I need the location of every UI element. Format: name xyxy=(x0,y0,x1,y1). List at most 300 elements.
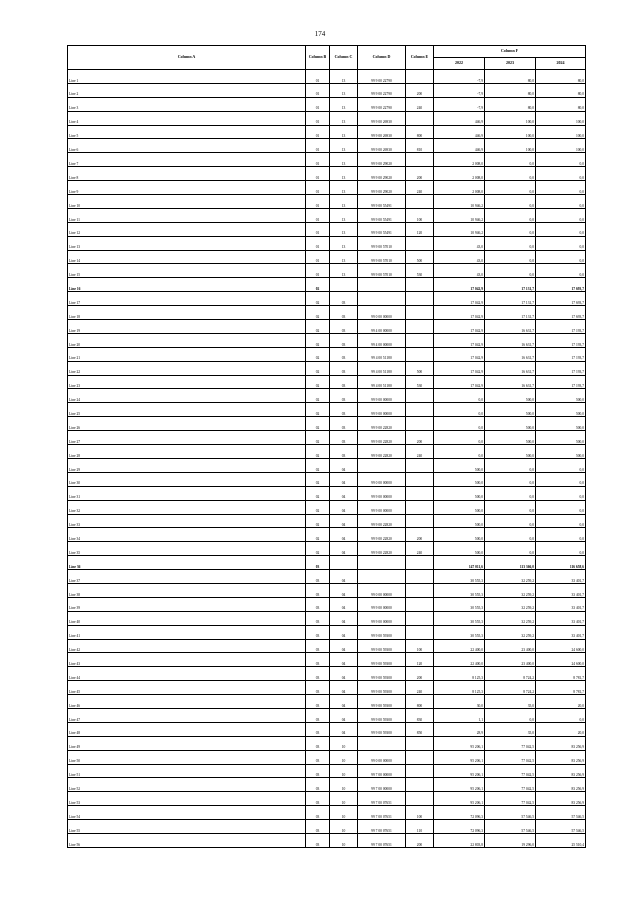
cell-sum-2024: 0,0 xyxy=(536,153,586,167)
cell-sum-2024: 83 256,9 xyxy=(536,764,586,778)
cell-section: 02 xyxy=(306,278,330,292)
cell-sum-2024: 100,0 xyxy=(536,111,586,125)
cell-sum-2024: 0,0 xyxy=(536,208,586,222)
header-year-2023: 2023 xyxy=(485,58,536,70)
cell-sum-2024: 80,0 xyxy=(536,83,586,97)
cell-section: 01 xyxy=(306,125,330,139)
cell-target: 99 9 00 57010 xyxy=(358,250,406,264)
cell-sum-2023: 8 724,2 xyxy=(485,667,536,681)
cell-sum-2024: 100,0 xyxy=(536,125,586,139)
cell-sum-2022: 95 206,1 xyxy=(434,764,485,778)
cell-sum-2022: 72 096,3 xyxy=(434,806,485,820)
cell-sum-2022: 17 042,9 xyxy=(434,333,485,347)
cell-sum-2024: 0,0 xyxy=(536,458,586,472)
cell-target: 99 9 00 26930 xyxy=(358,111,406,125)
cell-sum-2024: 20,0 xyxy=(536,722,586,736)
cell-target: 99 7 00 07651 xyxy=(358,833,406,847)
cell-name: Line 43 xyxy=(68,653,306,667)
cell-target: 99 9 00 00000 xyxy=(358,611,406,625)
cell-subsection: 03 xyxy=(330,389,358,403)
table-row xyxy=(68,250,586,264)
cell-sum-2024: 17 693,7 xyxy=(536,292,586,306)
cell-section: 03 xyxy=(306,778,330,792)
table-row xyxy=(68,167,586,181)
cell-subsection: 13 xyxy=(330,97,358,111)
cell-sum-2024: 57 546,5 xyxy=(536,806,586,820)
table-row xyxy=(68,500,586,514)
cell-subsection: 13 xyxy=(330,264,358,278)
cell-sum-2022: 43,0 xyxy=(434,250,485,264)
cell-sum-2024: 116 658,6 xyxy=(536,556,586,570)
cell-target: 99 9 00 22820 xyxy=(358,417,406,431)
table-row xyxy=(68,264,586,278)
table-row xyxy=(68,556,586,570)
cell-section: 03 xyxy=(306,653,330,667)
cell-expense-type: 200 xyxy=(406,431,434,445)
cell-subsection: 10 xyxy=(330,764,358,778)
cell-subsection: 04 xyxy=(330,500,358,514)
cell-sum-2022: 30 555,3 xyxy=(434,597,485,611)
cell-sum-2023: 16 631,7 xyxy=(485,320,536,334)
cell-sum-2023: 0,0 xyxy=(485,236,536,250)
cell-expense-type: 110 xyxy=(406,820,434,834)
cell-name: Line 25 xyxy=(68,403,306,417)
cell-subsection: 13 xyxy=(330,125,358,139)
cell-subsection: 04 xyxy=(330,514,358,528)
cell-subsection: 04 xyxy=(330,653,358,667)
cell-sum-2024: 0,0 xyxy=(536,528,586,542)
cell-subsection: 04 xyxy=(330,570,358,584)
cell-sum-2022: 2 008,0 xyxy=(434,181,485,195)
cell-expense-type xyxy=(406,556,434,570)
cell-sum-2022: 30 555,3 xyxy=(434,583,485,597)
cell-sum-2023: 80,0 xyxy=(485,83,536,97)
table-row xyxy=(68,528,586,542)
cell-sum-2022: 17 042,9 xyxy=(434,347,485,361)
cell-sum-2024: 0,0 xyxy=(536,514,586,528)
cell-subsection: 04 xyxy=(330,708,358,722)
cell-target: 99 0 00 00000 xyxy=(358,472,406,486)
cell-expense-type xyxy=(406,764,434,778)
cell-sum-2023: 500,0 xyxy=(485,417,536,431)
table-row xyxy=(68,181,586,195)
cell-sum-2023: 35,0 xyxy=(485,722,536,736)
cell-target xyxy=(358,278,406,292)
cell-target: 99 9 00 57010 xyxy=(358,236,406,250)
header-subsection: Column C xyxy=(330,46,358,70)
cell-expense-type xyxy=(406,778,434,792)
cell-sum-2024: 0,0 xyxy=(536,542,586,556)
cell-subsection: 03 xyxy=(330,333,358,347)
cell-name: Line 32 xyxy=(68,500,306,514)
cell-name: Line 35 xyxy=(68,542,306,556)
cell-section: 03 xyxy=(306,764,330,778)
table-row xyxy=(68,195,586,209)
cell-sum-2024: 17 693,7 xyxy=(536,278,586,292)
cell-expense-type xyxy=(406,70,434,84)
cell-name: Line 8 xyxy=(68,167,306,181)
header-expense-type: Column E xyxy=(406,46,434,70)
table-row xyxy=(68,514,586,528)
cell-subsection: 10 xyxy=(330,833,358,847)
cell-expense-type xyxy=(406,500,434,514)
table-row xyxy=(68,583,586,597)
cell-sum-2023: 500,0 xyxy=(485,389,536,403)
cell-section: 01 xyxy=(306,250,330,264)
cell-name: Line 30 xyxy=(68,472,306,486)
cell-name: Line 55 xyxy=(68,820,306,834)
cell-expense-type: 100 xyxy=(406,208,434,222)
cell-sum-2023: 17 131,7 xyxy=(485,292,536,306)
cell-target: 99 9 00 00000 xyxy=(358,403,406,417)
table-row xyxy=(68,347,586,361)
cell-section: 03 xyxy=(306,625,330,639)
cell-target xyxy=(358,570,406,584)
cell-subsection xyxy=(330,556,358,570)
cell-subsection: 13 xyxy=(330,139,358,153)
cell-section: 01 xyxy=(306,208,330,222)
cell-target: 99 0 00 00000 xyxy=(358,583,406,597)
cell-sum-2022: 30 555,3 xyxy=(434,611,485,625)
cell-subsection: 04 xyxy=(330,695,358,709)
cell-sum-2022: 500,0 xyxy=(434,472,485,486)
cell-sum-2023: 35,0 xyxy=(485,695,536,709)
header-name: Column A xyxy=(68,46,306,70)
header-year-2022: 2022 xyxy=(434,58,485,70)
cell-subsection: 13 xyxy=(330,70,358,84)
cell-sum-2024: 0,0 xyxy=(536,195,586,209)
table-row xyxy=(68,292,586,306)
cell-sum-2022: 30 555,3 xyxy=(434,625,485,639)
cell-target: 99 9 00 00000 xyxy=(358,389,406,403)
cell-sum-2022: 22 400,0 xyxy=(434,639,485,653)
cell-subsection: 03 xyxy=(330,375,358,389)
cell-section: 02 xyxy=(306,542,330,556)
cell-sum-2023: 100,0 xyxy=(485,125,536,139)
cell-expense-type: 100 xyxy=(406,806,434,820)
header-target: Column D xyxy=(358,46,406,70)
cell-sum-2023: 16 631,7 xyxy=(485,361,536,375)
cell-name: Line 21 xyxy=(68,347,306,361)
cell-target xyxy=(358,556,406,570)
cell-sum-2023: 17 131,7 xyxy=(485,306,536,320)
cell-sum-2024: 17 193,7 xyxy=(536,333,586,347)
table-row xyxy=(68,625,586,639)
cell-sum-2022: 95 206,1 xyxy=(434,778,485,792)
header-sum: Column F xyxy=(434,46,586,58)
cell-sum-2024: 0,0 xyxy=(536,181,586,195)
cell-section: 03 xyxy=(306,708,330,722)
cell-subsection: 10 xyxy=(330,806,358,820)
cell-expense-type xyxy=(406,292,434,306)
cell-section: 01 xyxy=(306,97,330,111)
cell-sum-2023: 0,0 xyxy=(485,500,536,514)
cell-subsection: 13 xyxy=(330,222,358,236)
cell-target: 99 9 00 00000 xyxy=(358,500,406,514)
cell-sum-2022: 72 096,3 xyxy=(434,820,485,834)
cell-sum-2023: 32 259,2 xyxy=(485,625,536,639)
cell-target: 99 9 00 29020 xyxy=(358,153,406,167)
cell-name: Line 4 xyxy=(68,111,306,125)
cell-name: Line 28 xyxy=(68,445,306,459)
cell-name: Line 34 xyxy=(68,528,306,542)
cell-subsection: 03 xyxy=(330,306,358,320)
cell-section: 02 xyxy=(306,500,330,514)
table-row xyxy=(68,486,586,500)
table-row xyxy=(68,542,586,556)
cell-section: 03 xyxy=(306,833,330,847)
cell-expense-type: 200 xyxy=(406,167,434,181)
cell-name: Line 15 xyxy=(68,264,306,278)
cell-subsection xyxy=(330,278,358,292)
cell-name: Line 17 xyxy=(68,292,306,306)
cell-section: 02 xyxy=(306,320,330,334)
cell-name: Line 38 xyxy=(68,583,306,597)
cell-sum-2022: 500,0 xyxy=(434,500,485,514)
cell-sum-2022: 17 042,9 xyxy=(434,375,485,389)
cell-name: Line 24 xyxy=(68,389,306,403)
cell-name: Line 31 xyxy=(68,486,306,500)
cell-subsection: 03 xyxy=(330,320,358,334)
cell-expense-type xyxy=(406,583,434,597)
cell-sum-2023: 17 131,7 xyxy=(485,278,536,292)
cell-subsection: 13 xyxy=(330,195,358,209)
cell-subsection: 13 xyxy=(330,181,358,195)
cell-expense-type: 100 xyxy=(406,639,434,653)
cell-name: Line 39 xyxy=(68,597,306,611)
cell-name: Line 40 xyxy=(68,611,306,625)
table-row xyxy=(68,667,586,681)
cell-name: Line 49 xyxy=(68,736,306,750)
cell-sum-2024: 33 401,7 xyxy=(536,583,586,597)
cell-expense-type xyxy=(406,403,434,417)
cell-expense-type xyxy=(406,611,434,625)
cell-sum-2023: 8 724,2 xyxy=(485,681,536,695)
table-row xyxy=(68,111,586,125)
cell-subsection: 04 xyxy=(330,681,358,695)
table-row xyxy=(68,222,586,236)
cell-expense-type: 120 xyxy=(406,222,434,236)
table-row xyxy=(68,97,586,111)
table-row xyxy=(68,597,586,611)
cell-sum-2022: 95 206,1 xyxy=(434,736,485,750)
cell-sum-2022: 17 042,9 xyxy=(434,278,485,292)
table-row xyxy=(68,236,586,250)
table-row xyxy=(68,750,586,764)
table-row xyxy=(68,417,586,431)
table-row xyxy=(68,333,586,347)
cell-expense-type: 800 xyxy=(406,695,434,709)
cell-expense-type xyxy=(406,333,434,347)
cell-sum-2023: 0,0 xyxy=(485,167,536,181)
cell-section: 02 xyxy=(306,347,330,361)
cell-expense-type: 500 xyxy=(406,361,434,375)
cell-section: 03 xyxy=(306,736,330,750)
cell-sum-2023: 32 259,2 xyxy=(485,570,536,584)
cell-sum-2024: 0,0 xyxy=(536,222,586,236)
cell-target: 99 7 00 07651 xyxy=(358,792,406,806)
cell-section: 03 xyxy=(306,820,330,834)
cell-subsection: 04 xyxy=(330,458,358,472)
cell-subsection: 13 xyxy=(330,111,358,125)
cell-sum-2022: 8 125,3 xyxy=(434,681,485,695)
cell-section: 02 xyxy=(306,333,330,347)
cell-subsection: 04 xyxy=(330,542,358,556)
cell-target: 99 9 00 22820 xyxy=(358,542,406,556)
cell-sum-2024: 24 600,0 xyxy=(536,653,586,667)
cell-subsection: 10 xyxy=(330,820,358,834)
cell-target: 99 9 00 57010 xyxy=(358,264,406,278)
cell-subsection: 10 xyxy=(330,792,358,806)
cell-name: Line 11 xyxy=(68,208,306,222)
cell-section: 03 xyxy=(306,556,330,570)
cell-expense-type xyxy=(406,625,434,639)
cell-section: 02 xyxy=(306,528,330,542)
cell-sum-2024: 33 401,7 xyxy=(536,625,586,639)
cell-sum-2024: 0,0 xyxy=(536,264,586,278)
cell-expense-type: 240 xyxy=(406,681,434,695)
cell-sum-2023: 0,0 xyxy=(485,486,536,500)
cell-sum-2022: 0,0 xyxy=(434,417,485,431)
cell-target: 99 9 00 59300 xyxy=(358,722,406,736)
cell-name: Line 50 xyxy=(68,750,306,764)
cell-sum-2023: 0,0 xyxy=(485,153,536,167)
cell-subsection: 03 xyxy=(330,431,358,445)
cell-target: 99 9 00 55491 xyxy=(358,222,406,236)
table-row xyxy=(68,653,586,667)
cell-sum-2023: 0,0 xyxy=(485,264,536,278)
cell-expense-type xyxy=(406,306,434,320)
cell-section: 02 xyxy=(306,445,330,459)
cell-name: Line 47 xyxy=(68,708,306,722)
table-row xyxy=(68,139,586,153)
cell-sum-2022: 43,0 xyxy=(434,236,485,250)
cell-target xyxy=(358,292,406,306)
cell-sum-2024: 500,0 xyxy=(536,389,586,403)
cell-section: 03 xyxy=(306,722,330,736)
cell-target: 99 9 00 22820 xyxy=(358,431,406,445)
cell-sum-2023: 0,0 xyxy=(485,222,536,236)
cell-sum-2023: 77 042,5 xyxy=(485,792,536,806)
cell-sum-2023: 19 296,0 xyxy=(485,833,536,847)
cell-section: 03 xyxy=(306,570,330,584)
cell-expense-type: 200 xyxy=(406,833,434,847)
cell-section: 03 xyxy=(306,583,330,597)
table-row xyxy=(68,722,586,736)
cell-sum-2022: 1,1 xyxy=(434,708,485,722)
table-row xyxy=(68,681,586,695)
cell-sum-2023: 0,0 xyxy=(485,208,536,222)
cell-expense-type: 240 xyxy=(406,445,434,459)
cell-expense-type: 810 xyxy=(406,139,434,153)
table-row xyxy=(68,778,586,792)
table-row xyxy=(68,153,586,167)
cell-sum-2023: 0,0 xyxy=(485,458,536,472)
cell-sum-2024: 57 546,5 xyxy=(536,820,586,834)
cell-name: Line 5 xyxy=(68,125,306,139)
cell-sum-2024: 8 781,7 xyxy=(536,667,586,681)
cell-sum-2023: 80,0 xyxy=(485,70,536,84)
cell-section: 03 xyxy=(306,806,330,820)
cell-sum-2023: 77 042,5 xyxy=(485,764,536,778)
cell-sum-2022: 8 125,3 xyxy=(434,667,485,681)
cell-sum-2023: 0,0 xyxy=(485,708,536,722)
cell-section: 01 xyxy=(306,153,330,167)
cell-expense-type xyxy=(406,486,434,500)
cell-sum-2024: 0,0 xyxy=(536,708,586,722)
cell-section: 03 xyxy=(306,639,330,653)
cell-target: 99 9 00 26930 xyxy=(358,139,406,153)
cell-section: 02 xyxy=(306,403,330,417)
table-row xyxy=(68,611,586,625)
cell-expense-type: 800 xyxy=(406,125,434,139)
cell-expense-type: 240 xyxy=(406,542,434,556)
cell-target: 99 9 00 22820 xyxy=(358,528,406,542)
table-row xyxy=(68,70,586,84)
cell-sum-2022: 17 042,9 xyxy=(434,306,485,320)
table-row xyxy=(68,208,586,222)
cell-name: Line 54 xyxy=(68,806,306,820)
cell-expense-type xyxy=(406,320,434,334)
cell-sum-2023: 100,0 xyxy=(485,111,536,125)
cell-sum-2024: 20,0 xyxy=(536,695,586,709)
cell-sum-2022: -7,9 xyxy=(434,83,485,97)
cell-subsection: 04 xyxy=(330,583,358,597)
cell-section: 03 xyxy=(306,750,330,764)
cell-sum-2022: 10 946,2 xyxy=(434,208,485,222)
cell-target xyxy=(358,736,406,750)
cell-sum-2024: 500,0 xyxy=(536,403,586,417)
cell-expense-type: 530 xyxy=(406,264,434,278)
cell-section: 02 xyxy=(306,306,330,320)
cell-target: 99 9 00 59300 xyxy=(358,695,406,709)
table-row xyxy=(68,570,586,584)
cell-sum-2022: 0,0 xyxy=(434,445,485,459)
cell-name: Line 13 xyxy=(68,236,306,250)
table-row xyxy=(68,445,586,459)
table-row xyxy=(68,306,586,320)
cell-expense-type xyxy=(406,597,434,611)
cell-sum-2023: 0,0 xyxy=(485,250,536,264)
cell-sum-2023: 32 259,2 xyxy=(485,597,536,611)
cell-subsection: 13 xyxy=(330,153,358,167)
cell-sum-2023: 500,0 xyxy=(485,431,536,445)
cell-expense-type: 200 xyxy=(406,83,434,97)
cell-sum-2024: 17 193,7 xyxy=(536,347,586,361)
cell-subsection: 13 xyxy=(330,236,358,250)
cell-name: Line 26 xyxy=(68,417,306,431)
cell-name: Line 29 xyxy=(68,458,306,472)
cell-name: Line 46 xyxy=(68,695,306,709)
cell-sum-2023: 32 259,2 xyxy=(485,583,536,597)
cell-expense-type xyxy=(406,153,434,167)
cell-sum-2022: 446,9 xyxy=(434,111,485,125)
cell-sum-2024: 0,0 xyxy=(536,250,586,264)
cell-subsection: 03 xyxy=(330,292,358,306)
cell-target: 99 0 00 00000 xyxy=(358,306,406,320)
budget-table xyxy=(67,45,586,848)
cell-expense-type xyxy=(406,111,434,125)
table-row xyxy=(68,736,586,750)
cell-sum-2022: 10 946,2 xyxy=(434,195,485,209)
cell-expense-type xyxy=(406,236,434,250)
cell-subsection: 10 xyxy=(330,750,358,764)
cell-sum-2022: 17 042,9 xyxy=(434,361,485,375)
cell-expense-type xyxy=(406,792,434,806)
cell-sum-2023: 100,0 xyxy=(485,139,536,153)
cell-sum-2022: 2 008,0 xyxy=(434,153,485,167)
cell-sum-2022: 0,0 xyxy=(434,431,485,445)
